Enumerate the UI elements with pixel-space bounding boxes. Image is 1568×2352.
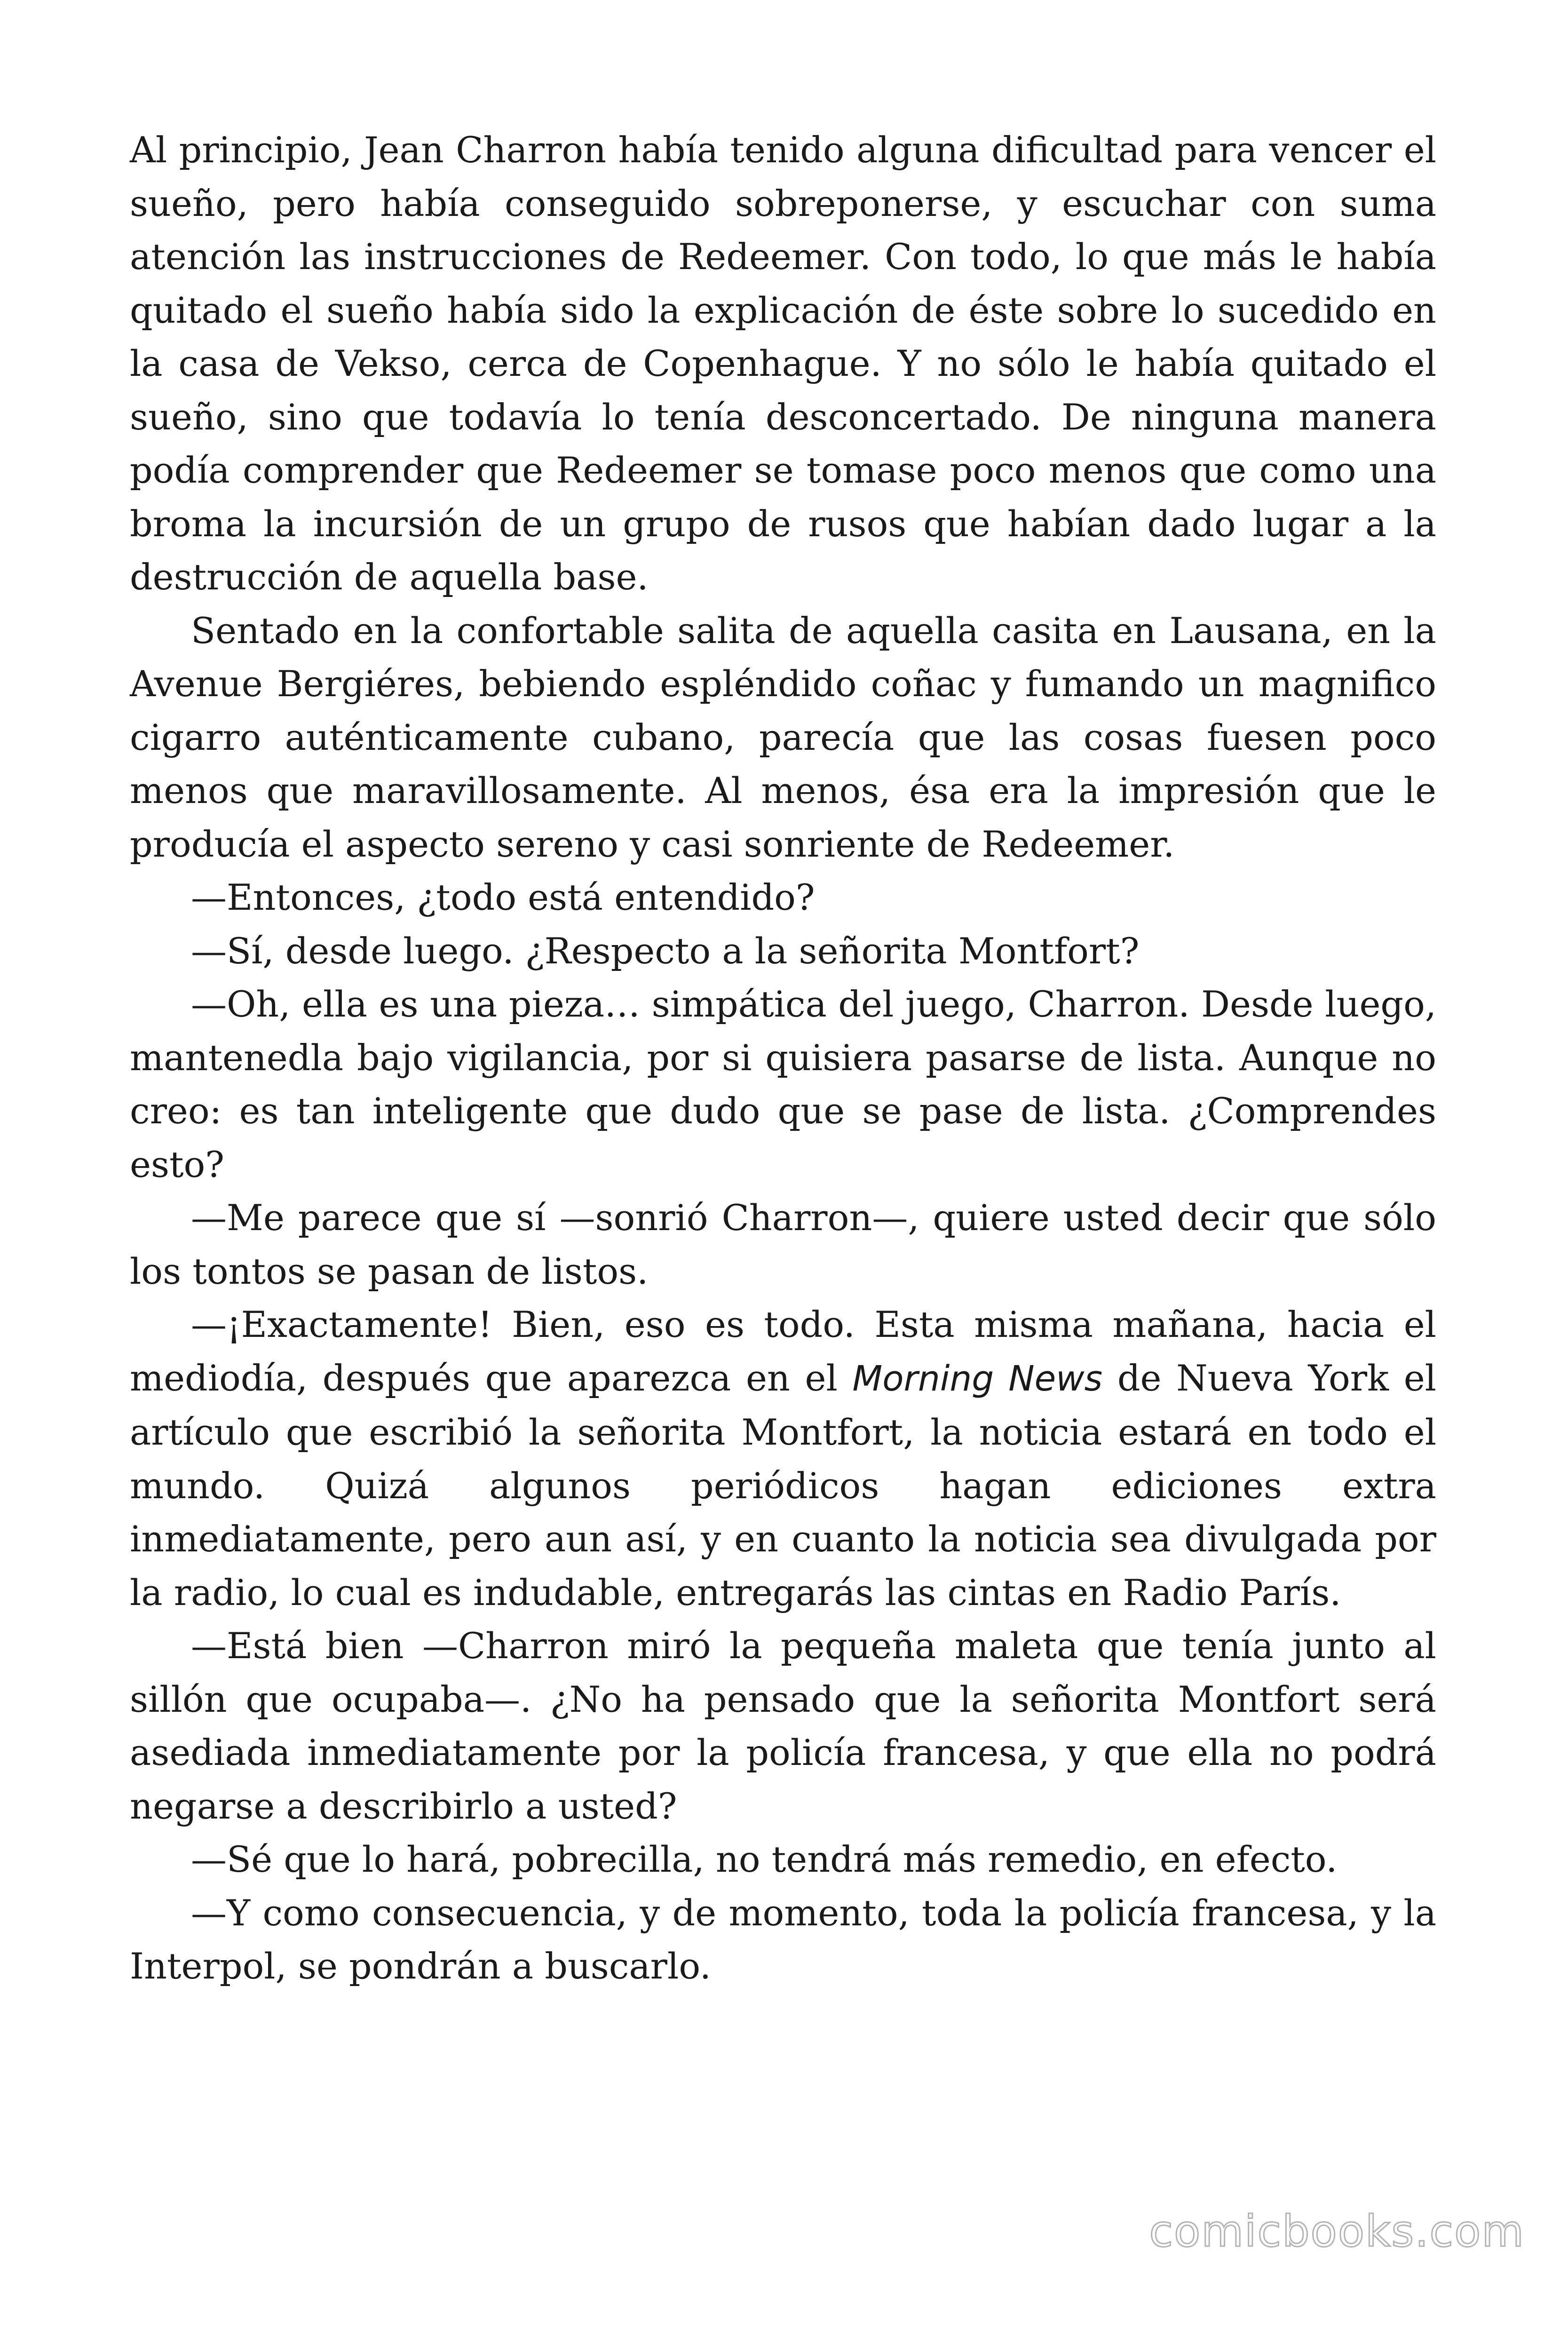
newspaper-title: Morning News: [852, 1358, 1103, 1399]
dialogue-line: —Está bien —Charron miró la pequeña maleta que tenía junto al sillón que ocupaba—. ¿No ha pensado que la señorita Montfort será asediada inmediatamente por la policía francesa, y que ella no podrá negarse a describirlo a usted?: [130, 1625, 1436, 1827]
dialogue-line: —Sí, desde luego. ¿Respecto a la señorita Montfort?: [191, 930, 1140, 972]
paragraph: Sentado en la confortable salita de aquella casita en Lausana, en la Avenue Bergiéres, bebiendo espléndido coñac y fumando un magnifico cigarro auténticamente cubano, parecía que las cosas fuesen poco menos que maravillosamente. Al menos, ésa era la impresión que le producía el aspecto sereno y casi sonriente de Redeemer.: [130, 609, 1436, 865]
dialogue-line: —Me parece que sí —sonrió Charron—, quiere usted decir que sólo los tontos se pasan de listos.: [130, 1197, 1436, 1292]
paragraph: Al principio, Jean Charron había tenido alguna dificultad para vencer el sueño, pero había conseguido sobreponerse, y escuchar con suma atención las instrucciones de Redeemer. Con todo, lo que más le había quitado el sueño había sido la explicación de éste sobre lo sucedido en la casa de Vekso, cerca de Copenhague. Y no sólo le había quitado el sueño, sino que todavía lo tenía desconcertado. De ninguna manera podía comprender que Redeemer se tomase poco menos que como una broma la incursión de un grupo de rusos que habían dado lugar a la destrucción de aquella base.: [130, 129, 1436, 598]
dialogue-line: —Entonces, ¿todo está entendido?: [191, 876, 815, 918]
dialogue-text-after: de Nueva York el artículo que escribió la señorita Montfort, la noticia estará en todo el mundo. Quizá algunos periódicos hagan ediciones extra inmediatamente, pero aun así, y en cuanto la noticia sea divulgada por la radio, lo cual es indudable, entregarás las cintas en Radio París.: [130, 1357, 1436, 1613]
dialogue-text-before: —¡Exactamente! Bien, eso es todo. Esta misma mañana, hacia el mediodía, después que aparezca en el: [130, 1303, 1436, 1399]
dialogue-line: —Sé que lo hará, pobrecilla, no tendrá más remedio, en efecto.: [191, 1838, 1338, 1880]
page-body: [130, 123, 1436, 1993]
dialogue-line: —Y como consecuencia, y de momento, toda la policía francesa, y la Interpol, se pondrán a buscarlo.: [130, 1891, 1436, 1987]
dialogue-line: [130, 1298, 1436, 1619]
watermark: comicbooks.com: [1149, 2206, 1525, 2257]
dialogue-line: —Oh, ella es una pieza… simpática del juego, Charron. Desde luego, mantenedla bajo vigilancia, por si quisiera pasarse de lista. Aunque no creo: es tan inteligente que dudo que se pase de lista. ¿Comprendes esto?: [130, 983, 1436, 1185]
